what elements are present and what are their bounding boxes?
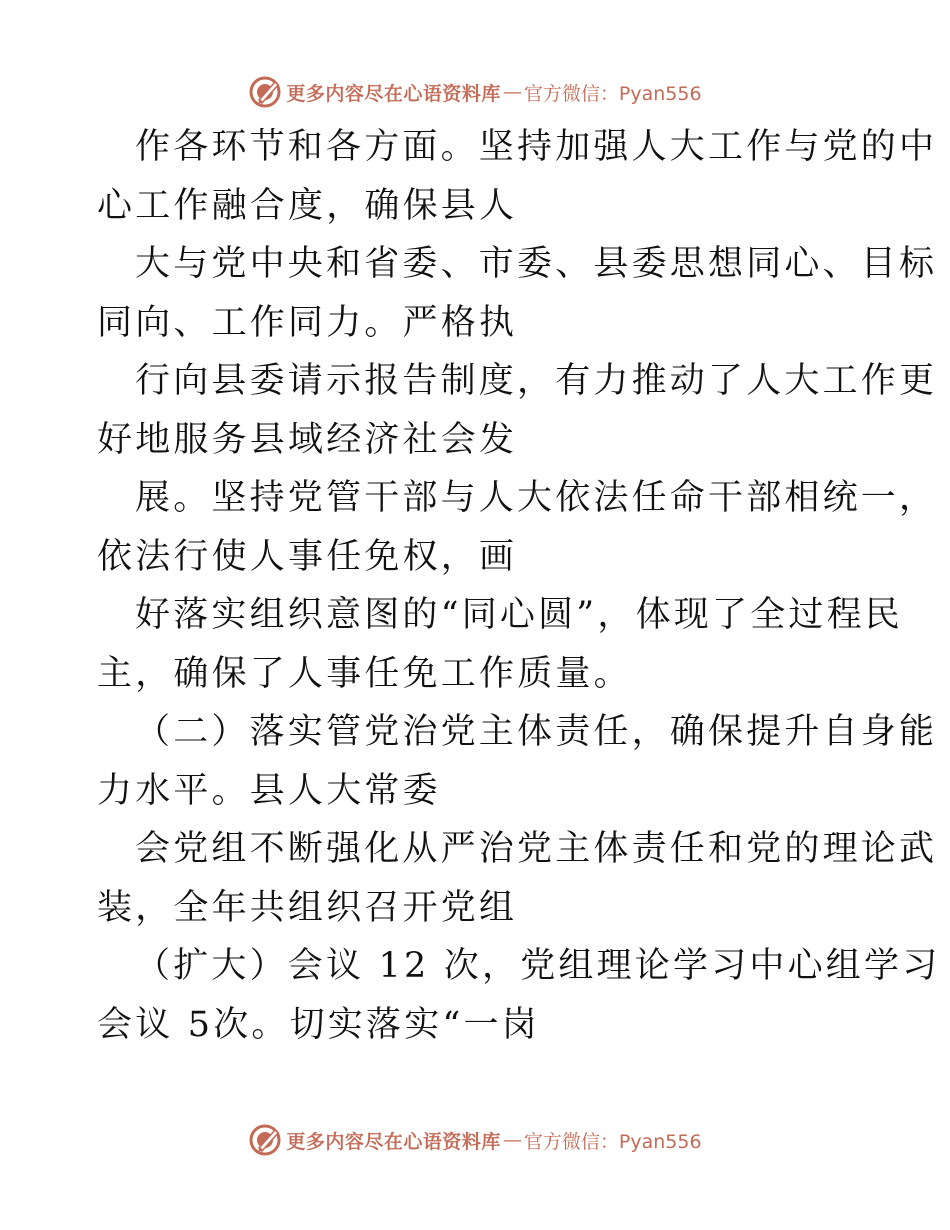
text-line: （扩大）会议 12 次，党组理论学习中心组学习 bbox=[135, 946, 941, 986]
watermark-title: 更多内容尽在心语资料库 bbox=[286, 82, 501, 105]
text-line: 心工作融合度，确保县人 bbox=[97, 185, 518, 226]
text-line: 大与党中央和省委、市委、县委思想同心、目标 bbox=[135, 244, 938, 284]
body-text bbox=[97, 118, 941, 1054]
text-line: 好地服务县域经济社会发 bbox=[97, 419, 518, 460]
watermark-dash: — bbox=[502, 81, 522, 103]
text-line: 依法行使人事任免权，画 bbox=[97, 536, 518, 577]
text-line: 行向县委请示报告制度，有力推动了人大工作更 bbox=[135, 361, 938, 401]
text-line: 装，全年共组织召开党组 bbox=[97, 887, 518, 928]
text-line: 作各环节和各方面。坚持加强人大工作与党的中 bbox=[135, 127, 938, 167]
text-line: 会议 5次。切实落实“一岗 bbox=[97, 1004, 540, 1045]
watermark-footer bbox=[0, 1120, 950, 1160]
watermark-header bbox=[0, 72, 950, 112]
pen-seal-logo-icon bbox=[248, 1123, 282, 1157]
text-line: 好落实组织意图的“同心圆”，体现了全过程民 bbox=[135, 595, 903, 635]
text-line: （二）落实管党治党主体责任，确保提升自身能 bbox=[135, 712, 938, 752]
text-line: 会党组不断强化从严治党主体责任和党的理论武 bbox=[135, 829, 938, 869]
pen-seal-logo-icon bbox=[248, 75, 282, 109]
watermark-title: 更多内容尽在心语资料库 bbox=[286, 1130, 501, 1153]
text-line: 同向、工作同力。严格执 bbox=[97, 302, 518, 343]
watermark-wechat: 官方微信：Pyan556 bbox=[523, 1130, 702, 1153]
text-line: 主，确保了人事任免工作质量。 bbox=[97, 653, 632, 694]
text-line: 展。坚持党管干部与人大依法任命干部相统一， bbox=[135, 478, 938, 518]
watermark-wechat: 官方微信：Pyan556 bbox=[523, 82, 702, 105]
text-line: 力水平。县人大常委 bbox=[97, 770, 441, 811]
watermark-dash: — bbox=[502, 1129, 522, 1151]
